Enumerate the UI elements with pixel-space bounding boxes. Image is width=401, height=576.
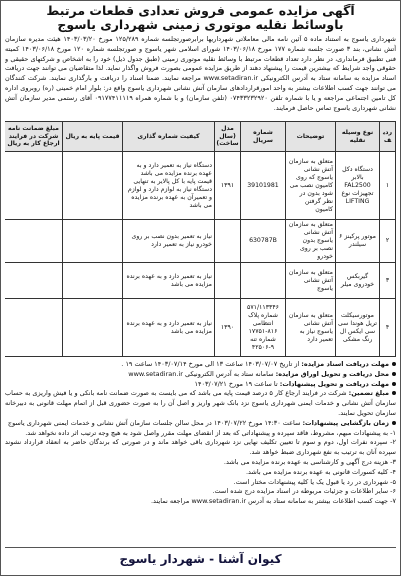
- key-date-item: [5, 360, 396, 370]
- key-date-text: ساعت ۱۴:۳۰ مورخ ۱۴۰۳/۰۷/۲۲ در محل سالن جلسات سازمان آتش نشانی و خدمات ایمنی شهرداری یاسوج: [7, 418, 301, 427]
- cell-model-year: [215, 263, 241, 299]
- column-header-base-price: قیمت پایه به ریال: [63, 122, 123, 152]
- cell-vehicle-type: موتورسیکلت تریل هوندا سی سی ایکس ال رنگ مشکی: [336, 299, 380, 357]
- cell-description: متعلق به سازمان آتش نشانی یاسوج بدون نصب بر روی خودرو: [286, 220, 336, 263]
- cell-model-year: [215, 220, 241, 263]
- table-row: [5, 263, 396, 299]
- condition-item: ۵- شهرداری در رد یا قبول یک یا کلیه پیشنهادات مختار است.: [233, 477, 396, 486]
- key-date-label: مهلت دریافت و تحویل پیشنهادات:: [279, 379, 389, 388]
- notice-title-line-1: آگهی مزایده عمومی فروش تعدادی قطعات مرتبط: [46, 4, 355, 18]
- cell-row-number: ۲: [380, 220, 396, 263]
- condition-item: ۷- جهت کسب اطلاعات بیشتر به سامانه ستاد به آدرس www.setadiran.ir مراجعه نمایند.: [150, 497, 396, 506]
- condition-item: ۳- هزینه درج آگهی و کارشناسی به عهده برنده مزایده می باشد.: [223, 457, 396, 466]
- bullet-icon: [392, 391, 396, 395]
- auction-terms: [5, 360, 396, 544]
- cell-guarantee-amount: [5, 299, 63, 357]
- cell-row-number: ۱: [380, 152, 396, 220]
- cell-description: متعلق به سازمان آتش نشانی یاسوج نیاز به تعمیر دارد: [286, 299, 336, 357]
- key-date-text: سامانه ستاد به آدرس الکترونیکی www.setadiran.ir: [128, 369, 274, 378]
- column-header-vehicle-type: نوع وسیله نقلیه: [336, 122, 380, 152]
- cell-description: متعلق به سازمان آتش نشانی یاسوج: [286, 263, 336, 299]
- key-date-label: مبلغ تضمین:: [348, 389, 390, 398]
- items-table-container: [5, 121, 396, 357]
- condition-item: ۴- کلیه کسورات قانونی به عهده برنده مزایده می باشد.: [245, 467, 396, 476]
- cell-base-price: [63, 263, 123, 299]
- bullet-icon: [392, 372, 396, 376]
- key-date-text: تا ساعت ۱۹ مورخ ۱۴۰۳/۰۷/۲۱: [194, 379, 278, 388]
- cell-row-number: ۳: [380, 263, 396, 299]
- notice-intro-paragraph: شهرداری یاسوج به استناد ماده ۵ آئین نامه مالی معاملاتی شهرداریها برابرصورتجلسه شماره ۱۲۵/۲۸۹ مورخ ۱۴۰۳/۰۳/۲۰ هیئت مدیره سازمان آتش نشانی، بند ۳ صورت جلسه شماره ۱۷۷ مورخ ۱۴۰۳/۰۶/۱۸ شورای اسلامی شهر یاسوج و صورتجلسه شماره ۱۲۰ مورخ ۱۴۰۳/۰۶/۱۸ کمیته فنی تطبیق فرمانداری، در نظر دارد تعداد قطعات مرتبط با وسائط نقلیه موتوری زمینی (طبق جدول ذیل) خود را به اشخاص و شرکتهای حقیقی و حقوقی واجد شرایط که بیشترین قیمت را پیشنهاد دهند از طریق مزایده عمومی بصورت فروش واگذار نماید. لذا متقاضیان می توانند جهت دریافت اسناد مزایده به سامانه ستاد به آدرس الکترونیکی www.setadiran.ir مراجعه نمایند. ضمنا اسناد را دریافت و بارگذاری نمایند. شرکت کنندگان می توانند جهت کسب اطلاعات بیشتر به واحد امورقراردادهای سازمان آتش نشانی شهرداری یاسوج واقع در: بلوار امام خمینی (ره) روبروی اداره کل تامین اجتماعی مراجعه و یا با شماره تلفن ۰۷۴۳۳۲۳۲۹۲۰ (تلفن سازمان) و با شماره همراه ۰۹۱۷۷۴۱۱۱۱۹ آقای رستمی مدیر سازمان آتش نشانی شهرداری یاسوج تماس حاصل فرمایند.: [5, 35, 396, 112]
- condition-item: ۲- سپرده نفرات اول، دوم و سوم تا تعیین تکلیف نهایی نزد شهرداری باقی خواهد ماند و در صورتی که برندگان حاضر به انعقاد قرارداد نشوند سپرده آنان به ترتیب به نفع شهرداری ضبط خواهد شد.: [5, 438, 396, 457]
- table-row: [5, 299, 396, 357]
- cell-guarantee-amount: [5, 152, 63, 220]
- cell-model-year: ۱۳۹۰: [215, 299, 241, 357]
- cell-condition: دستگاه نیاز به تعمیر دارد و به عهده برنده مزایده می باشد قیمت پایه با کل پالایر به تنهایی دستگاه نیاز به لوازم دارد و لوازم و تعمیرآن به عهده برنده مزایده می باشد: [123, 152, 215, 220]
- cell-serial-number: ۵۷۱/۱۱۳۳۴۶ شماره پلاک انتظامی ۸۱۶-۱۷۷۵۱ شماره تنه ۹-۴۲۵۰۶: [241, 299, 286, 357]
- cell-condition: نیاز به تعمیر بدون نصب بر روی خودرو نیاز به تعمیر دارد: [123, 220, 215, 263]
- cell-row-number: ۴: [380, 299, 396, 357]
- key-date-item: [5, 419, 396, 429]
- cell-vehicle-type: موتور پرکینز ۶ سیلندر: [336, 220, 380, 263]
- cell-base-price: [63, 299, 123, 357]
- cell-serial-number: 39101981: [241, 152, 286, 220]
- cell-base-price: [63, 220, 123, 263]
- cell-model-year: ۱۳۹۱: [215, 152, 241, 220]
- cell-serial-number: 630787B: [241, 220, 286, 263]
- notice-title: [5, 4, 396, 33]
- mayor-signature: کیوان آشنا - شهردار یاسوج: [5, 547, 396, 571]
- key-date-text: شرکت در فرایند ارجاع کار ۵ درصد قیمت پایه می باشد که می بایست به صورت ضمانت نامه بانکی و یا فیش واریزی به حساب سازمان آتش نشانی و خدمات ایمنی شهرداری یاسوج نزد بانک شهر واریز و اصل آن را به صورت حضوری قبل از اتمام مهلت قانونی به دبیرخانه سازمان تحویل نمایند.: [5, 389, 396, 417]
- column-header-guarantee-amount: مبلغ ضمانت نامه شرکت در فرایند ارجاع کار به ریال: [5, 122, 63, 152]
- column-header-row-number: ردیف: [380, 122, 396, 152]
- key-date-label: زمان بازگشایی پیشنهادات:: [302, 418, 389, 427]
- bullet-icon: [392, 421, 396, 425]
- notice-title-line-2: باوسائط نقلیه موتوری زمینی شهرداری یاسوج: [57, 17, 344, 32]
- key-date-label: محل دریافت و تحویل اوراق مزایده:: [275, 369, 389, 378]
- key-date-text: از تاریخ ۱۴۰۳/۰۷/۰۷ ساعت ۱۳ الی مورخ ۱۴۰۳/۰۷/۱۴ ساعت ۱۹ .: [121, 360, 300, 368]
- key-date-item: [5, 380, 396, 390]
- cell-base-price: [63, 152, 123, 220]
- bullet-icon: [392, 382, 396, 386]
- cell-condition: نیاز به تعمیر دارد و به عهده برنده مزایده می باشد: [123, 299, 215, 357]
- cell-vehicle-type: دستگاه دکل بالابر FAL2500 تجهیزات نوع LIFTING: [336, 152, 380, 220]
- column-header-description: توضیحات: [286, 122, 336, 152]
- column-header-serial-number: شماره سریال: [241, 122, 286, 152]
- cell-condition: نیاز به تعمیر دارد و به عهده برنده مزایده می باشد: [123, 263, 215, 299]
- cell-description: متعلق به سازمان آتش نشانی یاسوج که روی کامیون نصب می شود بدون در نظر گرفتن کامیون: [286, 152, 336, 220]
- column-header-condition: کیفیت شماره گذاری: [123, 122, 215, 152]
- cell-guarantee-amount: [5, 263, 63, 299]
- cell-vehicle-type: گیربکس خودروی میلر: [336, 263, 380, 299]
- bullet-icon: [392, 362, 396, 366]
- column-header-model-year: مدل (سال ساخت): [215, 122, 241, 152]
- table-row: [5, 220, 396, 263]
- key-date-item: [5, 370, 396, 380]
- condition-item: ۶- سایر اطلاعات و جزئیات مربوطه در اسناد مزایده درج شده است.: [212, 487, 396, 496]
- key-date-label: مهلت دریافت اسناد مزایده:: [301, 360, 389, 368]
- table-row: [5, 152, 396, 220]
- condition-item: ۱- به پیشنهادات مبهم، مشروط، فاقد سپرده و پیشنهاداتی که بعد از انقضای مهلت مقرر واصل شود به هیچ وجه ترتیب اثر داده نخواهد شد.: [25, 428, 396, 437]
- key-date-item: [5, 389, 396, 418]
- table-header-row: [5, 122, 396, 152]
- items-table: [5, 121, 396, 357]
- cell-guarantee-amount: [5, 220, 63, 263]
- cell-serial-number: [241, 263, 286, 299]
